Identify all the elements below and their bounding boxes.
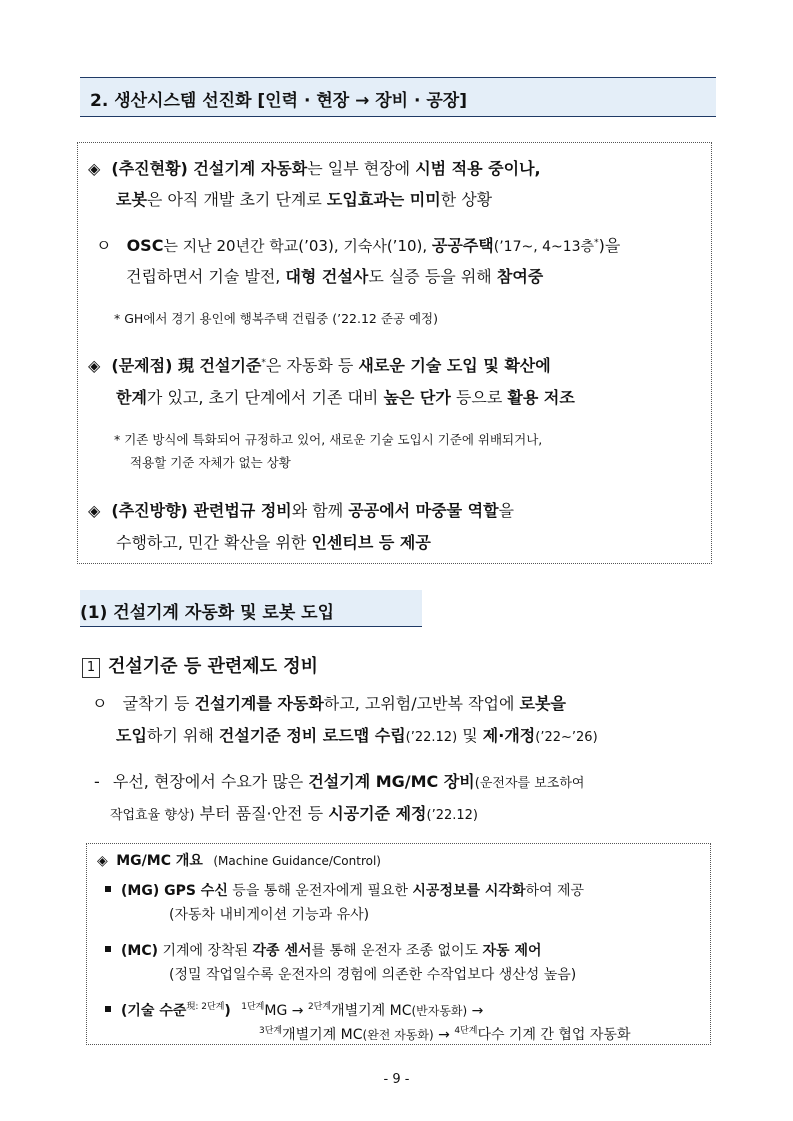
text: 한 상황	[440, 190, 493, 209]
level-line1	[105, 1000, 483, 1020]
level-line2	[259, 1024, 630, 1044]
text: 개별기계 MC	[331, 1003, 412, 1019]
superscript: 現: 2단계	[186, 1002, 225, 1012]
summary-p1-line2	[116, 187, 492, 210]
text-bold: 한계	[116, 388, 147, 407]
text-bold: 도입	[116, 726, 147, 745]
text-bold: OSC	[126, 236, 164, 255]
text-bold: (추진현황)	[111, 159, 188, 178]
text-bold: 대형 건설사	[285, 267, 369, 286]
text: (반자동화)	[411, 1004, 468, 1018]
text-bold: 높은 단가	[383, 388, 451, 407]
text-bold: 건설기계를 자동화	[194, 694, 324, 713]
text: 를 통해 운전자 조종 없이도	[311, 943, 483, 959]
subsection-title: (1) 건설기계 자동화 및 로봇 도입	[80, 603, 335, 623]
text-bold: (문제점) 現 건설기준	[111, 356, 262, 375]
superscript: 2단계	[307, 1002, 332, 1012]
text: 건립하면서 기술 발전,	[126, 267, 286, 286]
section-title: 2. 생산시스템 선진화 [인력 · 현장 → 장비 · 공장]	[90, 91, 468, 111]
summary-box	[77, 142, 712, 564]
text-bold: 제·개정	[482, 726, 536, 745]
text: 수행하고, 민간 확산을 위한	[116, 533, 312, 552]
text-bold: 인센티브 등 제공	[311, 533, 431, 552]
body2-line2	[110, 801, 478, 824]
item-heading	[82, 652, 318, 678]
text: 가 있고, 초기 단계에서 기존 대비	[146, 388, 384, 407]
text-bold: 시공기준 제정	[328, 804, 427, 823]
body2-line1	[94, 769, 584, 792]
diamond-bullet-icon: ◈	[88, 159, 101, 178]
mgmc-title	[97, 850, 381, 870]
diamond-bullet-icon: ◈	[88, 501, 101, 520]
text-bold: 건설기준 정비 로드맵 수립	[218, 726, 406, 745]
text: 하기 위해	[146, 726, 219, 745]
section-title-bar	[80, 77, 716, 117]
text: 기계에 장착된	[158, 943, 253, 959]
item-number-box: 1	[82, 658, 100, 678]
text: (’17~, 4~13층	[493, 239, 595, 255]
text: 은 자동화 등	[265, 356, 359, 375]
superscript: 3단계	[259, 1026, 283, 1036]
footnote-mark: *	[594, 238, 599, 248]
body1-line2	[116, 723, 598, 746]
summary-p1-line1	[88, 156, 541, 179]
text: (’22.12)	[426, 808, 478, 823]
summary-p3-line1	[88, 498, 514, 521]
superscript: 1단계	[241, 1002, 265, 1012]
text-bold: (추진방향) 관련법규 정비	[111, 501, 292, 520]
text: (완전 자동화)	[362, 1028, 434, 1042]
square-bullet-icon	[105, 1006, 111, 1012]
p2-footnote-line1: * 기존 방식에 특화되어 규정하고 있어, 새로운 기술 도입시 기준에 위배되거나,	[114, 432, 543, 447]
text: →	[433, 1027, 455, 1043]
body1-line1	[92, 691, 566, 714]
text: (’22~’26)	[535, 730, 598, 745]
osc-line1	[96, 233, 620, 256]
text-bold: 각종 센서	[252, 943, 312, 959]
text: 하고, 고위험/고반복 작업에	[323, 694, 520, 713]
text-bold: 활용 저조	[507, 388, 575, 407]
text: 을	[498, 501, 514, 520]
text: 우선, 현장에서 수요가 많은	[112, 772, 309, 791]
text: (운전자를 보조하여	[474, 776, 585, 791]
subsection-title-bar	[80, 590, 422, 627]
diamond-bullet-icon: ◈	[97, 853, 108, 869]
superscript: 4단계	[454, 1026, 478, 1036]
text: 는 일부 현장에	[307, 159, 416, 178]
summary-p3-line2	[116, 530, 431, 553]
text: 등을 통해 운전자에게 필요한	[227, 883, 413, 899]
text-bold: (MG) GPS 수신	[121, 883, 228, 899]
mgmc-title-sub: (Machine Guidance/Control)	[213, 854, 381, 868]
page-number: - 9 -	[383, 1072, 410, 1087]
text-bold: 새로운 기술 도입 및 확산에	[358, 356, 551, 375]
text-bold: (기술 수준	[121, 1003, 187, 1019]
text-bold: 시범 적용 중이나,	[415, 159, 541, 178]
text: 작업효율 향상)	[110, 808, 195, 823]
mgmc-overview-box	[86, 843, 711, 1045]
square-bullet-icon	[105, 886, 111, 892]
text: 는 지난 20년간 학교(’03), 기숙사(’10),	[163, 237, 432, 255]
text-bold: 건설기계 MG/MC 장비	[308, 772, 475, 791]
text: 하여 제공	[525, 883, 585, 899]
text-bold: 참여중	[496, 267, 544, 286]
text: 다수 기계 간 협업 자동화	[477, 1027, 631, 1043]
text: 등으로	[450, 388, 508, 407]
item-heading-text: 건설기준 등 관련제도 정비	[108, 656, 319, 677]
text: MG →	[264, 1003, 308, 1019]
dash-bullet: -	[94, 772, 100, 791]
text-bold: )	[224, 1003, 231, 1019]
text-bold: 로봇을	[519, 694, 566, 713]
osc-line2	[126, 264, 543, 287]
mg-line2: (자동차 내비게이션 기능과 유사)	[169, 907, 370, 923]
text-bold: 건설기계 자동화	[187, 159, 308, 178]
text: 부터 품질·안전 등	[194, 804, 329, 823]
text: 굴착기 등	[122, 694, 195, 713]
text: 및	[457, 726, 483, 745]
p2-footnote-line2: 적용할 기준 자체가 없는 상황	[130, 455, 291, 470]
text-bold: 로봇	[116, 190, 147, 209]
text-bold: (MC)	[121, 943, 159, 959]
text: →	[467, 1003, 484, 1019]
text-bold: 공공주택	[431, 236, 494, 255]
text: 은 아직 개발 초기 단계로	[146, 190, 327, 209]
mc-line2: (정밀 작업일수록 운전자의 경험에 의존한 수작업보다 생산성 높음)	[169, 967, 577, 983]
text-bold: 자동 제어	[482, 943, 542, 959]
diamond-bullet-icon: ◈	[88, 356, 101, 375]
mc-line1	[105, 940, 542, 960]
square-bullet-icon	[105, 946, 111, 952]
osc-footnote: * GH에서 경기 용인에 행복주택 건립중 (’22.12 준공 예정)	[114, 311, 438, 326]
text-bold: 시공정보를 시각화	[412, 883, 526, 899]
text: 개별기계 MC	[282, 1027, 363, 1043]
mgmc-title-text: MG/MC 개요	[116, 853, 203, 869]
text: (’22.12)	[405, 730, 458, 745]
circle-bullet: ㅇ	[96, 236, 112, 255]
text: 도 실증 등을 위해	[368, 267, 497, 286]
footnote-mark: *	[261, 358, 266, 368]
circle-bullet: ㅇ	[92, 694, 108, 713]
text: 와 함께	[291, 501, 349, 520]
summary-p2-line1	[88, 353, 551, 376]
mg-line1	[105, 880, 584, 900]
text-bold: 공공에서 마중물 역할	[348, 501, 499, 520]
text: )을	[598, 236, 621, 255]
text-bold: 도입효과는 미미	[326, 190, 441, 209]
summary-p2-line2	[116, 385, 575, 408]
